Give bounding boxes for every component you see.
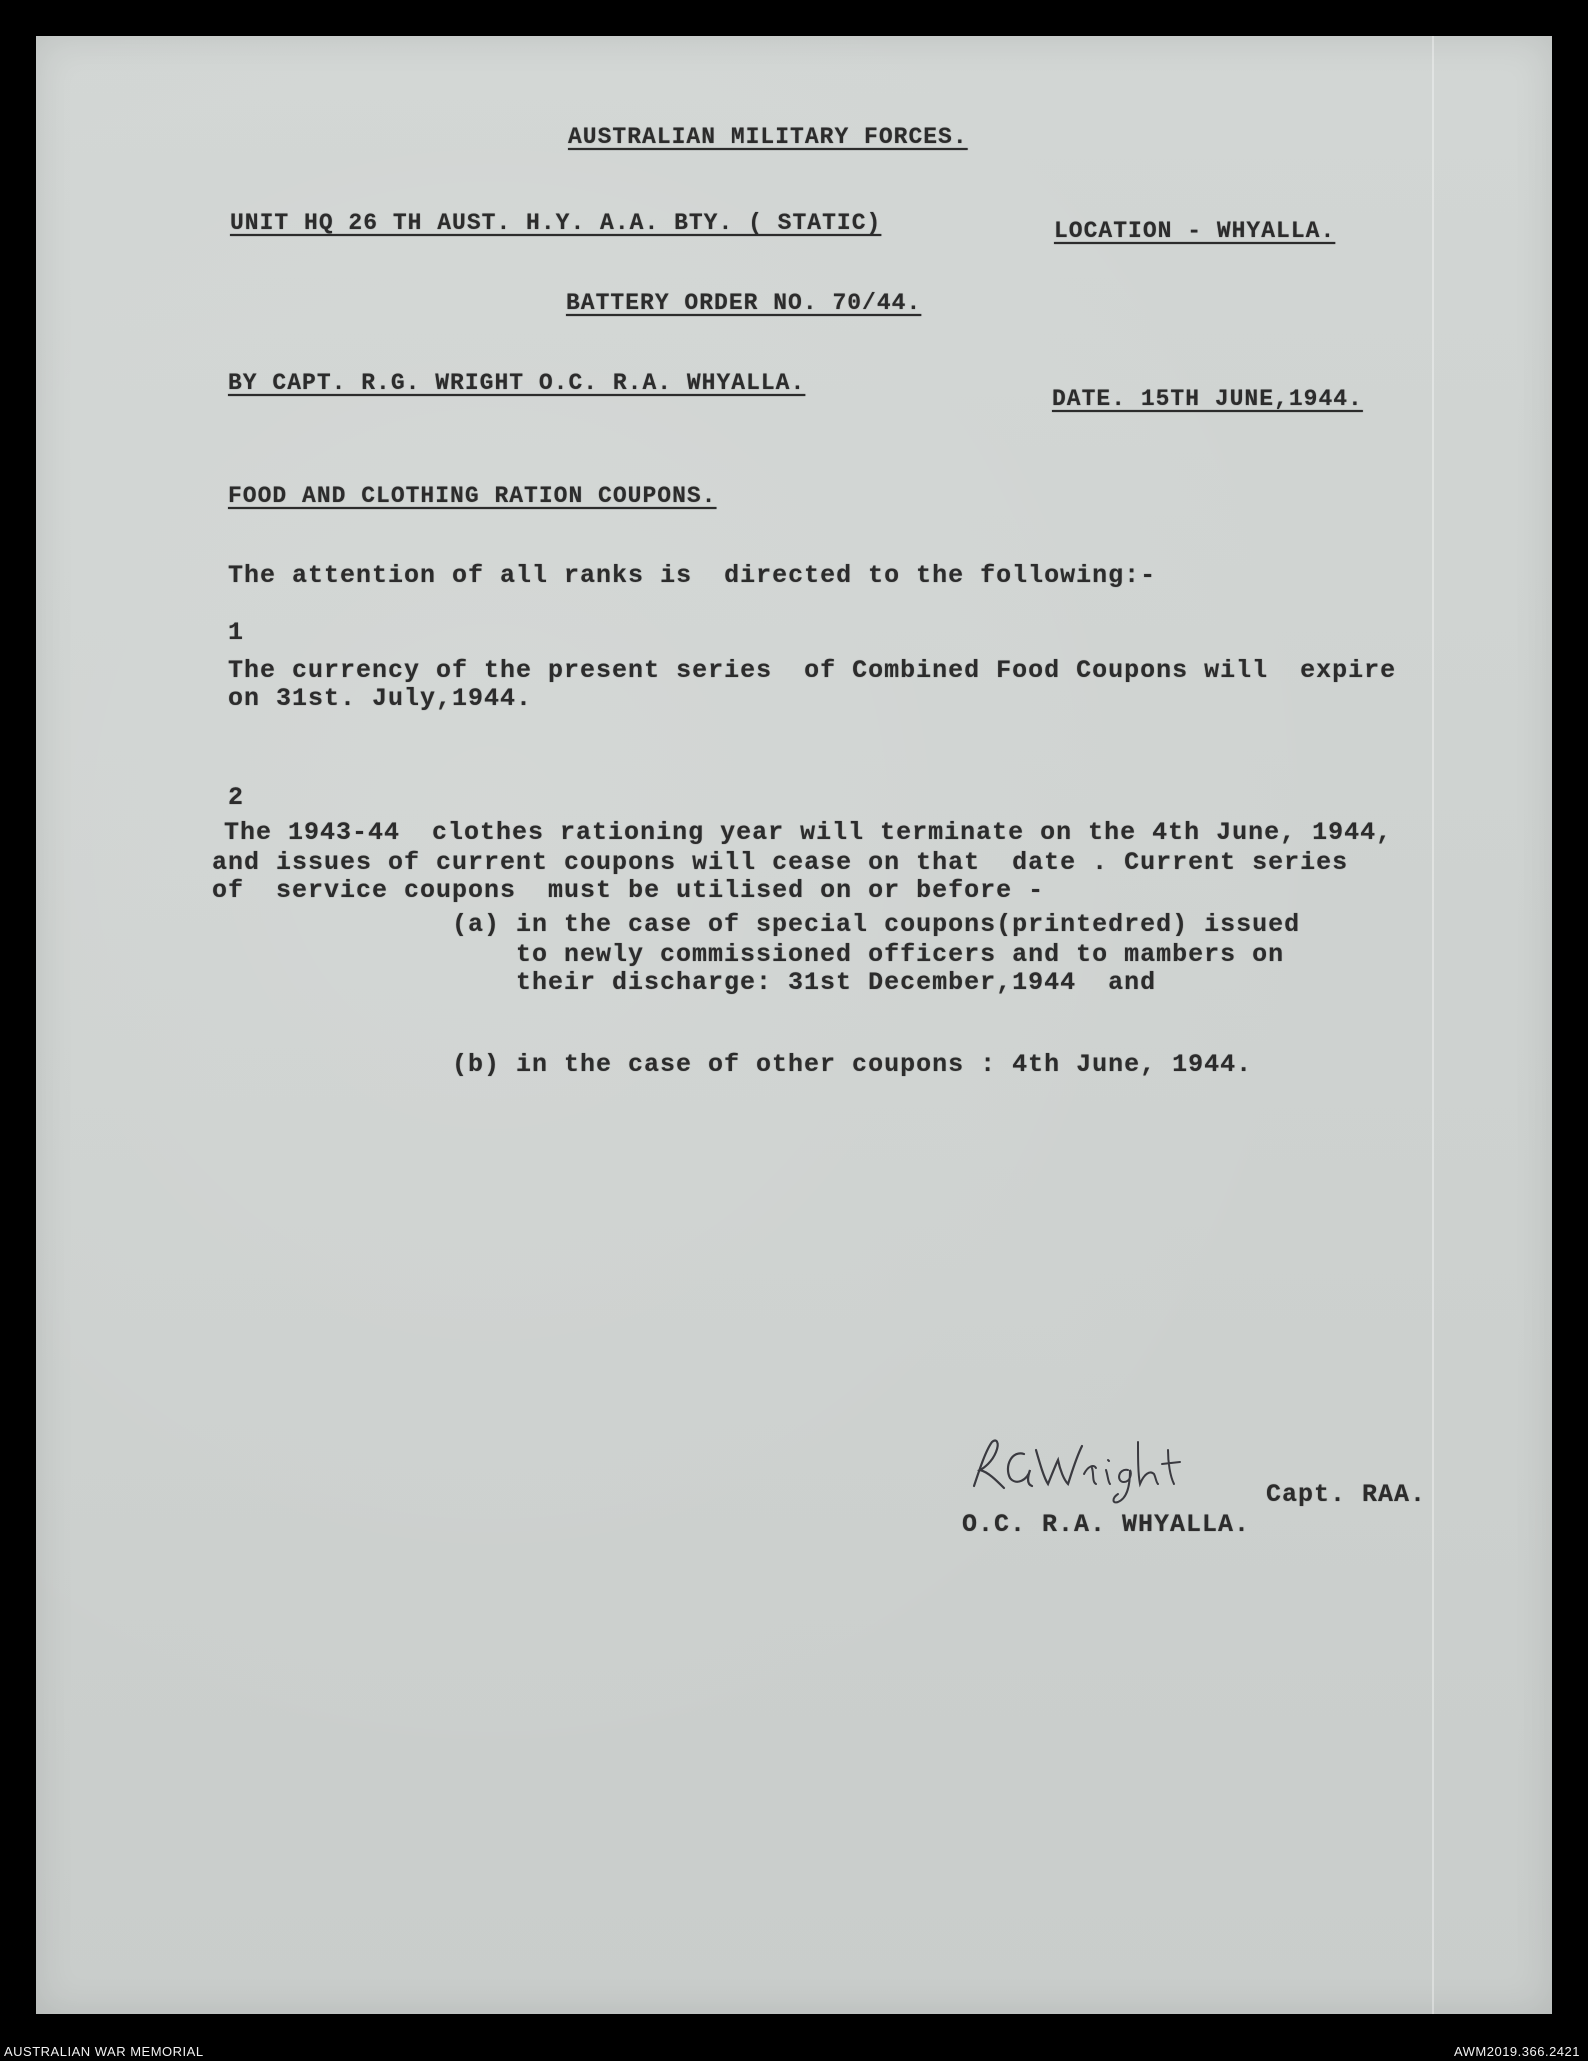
location-heading: LOCATION - WHYALLA. — [1054, 218, 1336, 244]
unit-heading: UNIT HQ 26 TH AUST. H.Y. A.A. BTY. ( STATIC) — [230, 210, 882, 236]
item-2-line-3: of service coupons must be utilised on or before - — [212, 876, 1045, 905]
archive-reference: AWM2019.366.2421 — [1453, 2044, 1580, 2059]
item-2-line-1: The 1943-44 clothes rationing year will terminate on the 4th June, 1944, — [224, 818, 1393, 847]
document-paper — [36, 36, 1552, 2014]
order-number-heading: BATTERY ORDER NO. 70/44. — [566, 290, 922, 316]
item-1-line-1: The currency of the present series of Combined Food Coupons will expire — [228, 656, 1397, 685]
subject-heading: FOOD AND CLOTHING RATION COUPONS. — [228, 483, 717, 509]
signatory-rank: Capt. RAA. — [1266, 1480, 1427, 1509]
date-line: DATE. 15TH JUNE,1944. — [1052, 386, 1363, 412]
subitem-a-line-2: to newly commissioned officers and to mambers on — [452, 940, 1285, 969]
item-1-line-2: on 31st. July,1944. — [228, 684, 533, 713]
item-2-number: 2 — [228, 783, 245, 812]
subitem-a-line-3: their discharge: 31st December,1944 and — [452, 968, 1157, 997]
item-2-line-2: and issues of current coupons will cease on that date . Current series — [212, 848, 1349, 877]
subitem-a-line-1: (a) in the case of special coupons(printedred) issued — [452, 910, 1301, 939]
handwritten-signature — [966, 1428, 1206, 1508]
subitem-b-line-1: (b) in the case of other coupons : 4th June, 1944. — [452, 1050, 1253, 1079]
signatory-title: O.C. R.A. WHYALLA. — [962, 1510, 1251, 1539]
archive-credit: AUSTRALIAN WAR MEMORIAL — [4, 2044, 204, 2059]
item-1-number: 1 — [228, 618, 245, 647]
paper-fold-line — [1432, 36, 1434, 2014]
force-heading: AUSTRALIAN MILITARY FORCES. — [568, 124, 968, 150]
intro-line: The attention of all ranks is directed to the following:- — [228, 561, 1157, 590]
issued-by-line: BY CAPT. R.G. WRIGHT O.C. R.A. WHYALLA. — [228, 370, 806, 396]
